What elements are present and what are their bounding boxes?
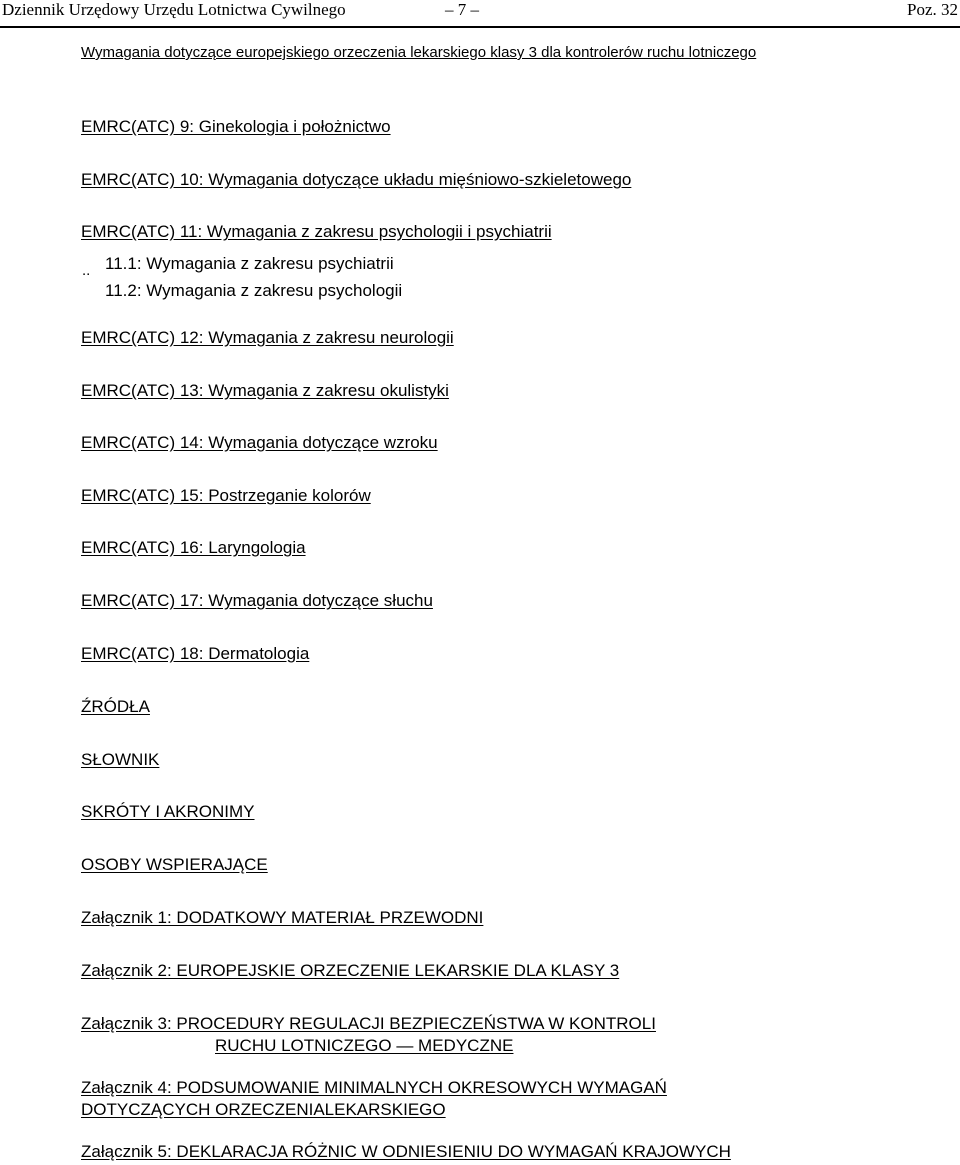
toc-entry-zrodla[interactable]: ŹRÓDŁA xyxy=(81,697,150,716)
journal-title: Dziennik Urzędowy Urzędu Lotnictwa Cywilnego xyxy=(2,0,346,19)
toc-entry-emrc-14[interactable]: EMRC(ATC) 14: Wymagania dotyczące wzroku xyxy=(81,433,438,452)
toc-entry-osoby[interactable]: OSOBY WSPIERAJĄCE xyxy=(81,855,268,874)
toc-entry-zalacznik-2[interactable]: Załącznik 2: EUROPEJSKIE ORZECZENIE LEKARSKIE DLA KLASY 3 xyxy=(81,961,620,980)
position-number: Poz. 32 xyxy=(907,0,958,19)
toc-entry-emrc-15[interactable]: EMRC(ATC) 15: Postrzeganie kolorów xyxy=(81,486,371,505)
page-number: – 7 – xyxy=(445,0,479,19)
toc-entry-emrc-17[interactable]: EMRC(ATC) 17: Wymagania dotyczące słuchu xyxy=(81,591,433,610)
toc-entry-slownik[interactable]: SŁOWNIK xyxy=(81,750,160,769)
toc-entry-emrc-18[interactable]: EMRC(ATC) 18: Dermatologia xyxy=(81,644,310,663)
toc-entry-skroty[interactable]: SKRÓTY I AKRONIMY xyxy=(81,802,255,821)
toc-entry-zalacznik-3[interactable]: Załącznik 3: PROCEDURY REGULACJI BEZPIECZEŃSTWA W KONTROLI xyxy=(81,1014,656,1033)
section-subtitle-link[interactable]: Wymagania dotyczące europejskiego orzeczenia lekarskiego klasy 3 dla kontrolerów ruchu lotniczego xyxy=(81,44,757,61)
toc-entry-emrc-11[interactable]: EMRC(ATC) 11: Wymagania z zakresu psychologii i psychiatrii xyxy=(81,222,552,241)
toc-entry-emrc-12[interactable]: EMRC(ATC) 12: Wymagania z zakresu neurologii xyxy=(81,328,454,347)
toc-entry-emrc-11-1[interactable]: 11.1: Wymagania z zakresu psychiatrii xyxy=(105,254,394,273)
page-header xyxy=(0,0,960,28)
toc-entry-zalacznik-5[interactable]: Załącznik 5: DEKLARACJA RÓŻNIC W ODNIESIENIU DO WYMAGAŃ KRAJOWYCH xyxy=(81,1142,731,1161)
list-marker: .. xyxy=(82,262,91,279)
toc-entry-emrc-13[interactable]: EMRC(ATC) 13: Wymagania z zakresu okulistyki xyxy=(81,381,449,400)
toc-entry-zalacznik-1[interactable]: Załącznik 1: DODATKOWY MATERIAŁ PRZEWODNI xyxy=(81,908,484,927)
toc-entry-zalacznik-4[interactable]: Załącznik 4: PODSUMOWANIE MINIMALNYCH OKRESOWYCH WYMAGAŃ xyxy=(81,1078,667,1097)
toc-entry-zalacznik-4-cont[interactable]: DOTYCZĄCYCH ORZECZENIALEKARSKIEGO xyxy=(81,1100,446,1119)
toc-entry-emrc-11-2[interactable]: 11.2: Wymagania z zakresu psychologii xyxy=(105,281,403,300)
toc-entry-emrc-9[interactable]: EMRC(ATC) 9: Ginekologia i położnictwo xyxy=(81,117,391,136)
toc-entry-zalacznik-3-cont[interactable]: RUCHU LOTNICZEGO — MEDYCZNE xyxy=(215,1036,514,1055)
toc-entry-emrc-10[interactable]: EMRC(ATC) 10: Wymagania dotyczące układu mięśniowo-szkieletowego xyxy=(81,170,632,189)
toc-entry-emrc-16[interactable]: EMRC(ATC) 16: Laryngologia xyxy=(81,538,306,557)
